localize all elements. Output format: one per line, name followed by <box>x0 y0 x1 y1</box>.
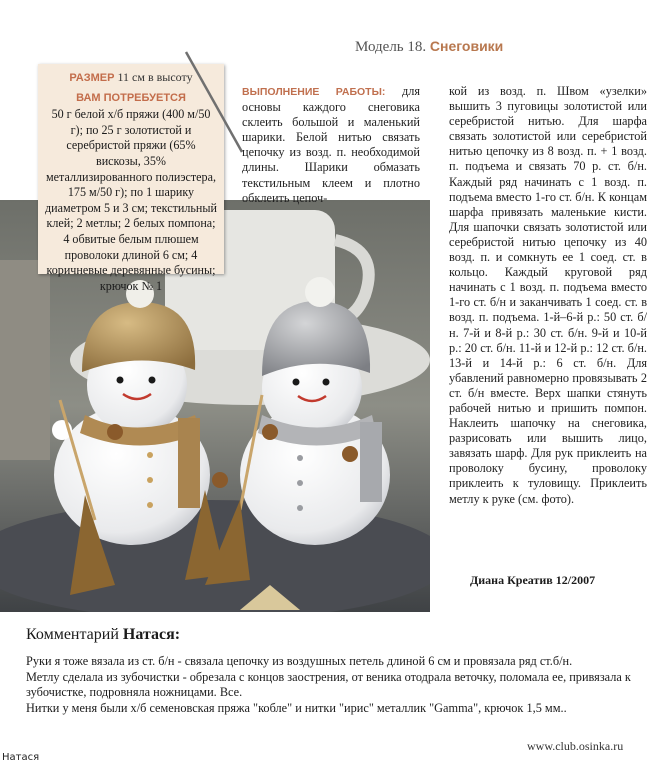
instructions-text-1: для основы каждого снеговика склеить большой и маленький шарики. Белой нитью связать цепочку из возд. п. необходимой длины. Шарики обмазать текстильным клеем и плотно обклеить цепоч- <box>242 84 420 205</box>
instructions-text-2: кой из возд. п. Швом «узелки» вышить 3 пуговицы золотистой или серебристой нитью. Для шарфа связать золотистой или серебристой нитью цепочку из 8 возд. п. + 1 возд. п. подъема и связать 70 р. ст. б/н. Каждый ряд начинать с 1 возд. п. подъема вместо 1-го ст. б/н. К концам шарфа привязать маленькие кисти. Для шапочки связать золотистой или серебристой нитью цепочку из 40 возд. п. и сомкнуть ее 1 соед. ст. в кольцо. Каждый круговой ряд начинать с 1 возд. п. подъема вместо 1-го ст. б/н и заканчивать 1 соед. ст. в возд. п. подъема. 1-й–6-й р.: 50 ст. б/н. 7-й и 8-й р.: 30 ст. б/н. 9-й и 10-й р.: 20 ст. б/н. 11-й и 12-й р.: 12 ст. б/н. 13-й и 14-й р.: 6 ст. б/н. Для убавлений равномерно провязывать 2 ст. б/н вместе. Верх шапки стянуть рабочей нитью и пришить помпон. Наклеить шапочку на снеговика, разрисовать или вышить лицо, завязать шарф. Для рук приклеить на проволоку бусину, проволоку приклеить к туловищу. Приклеить метлу к руке (см. фото). <box>449 84 647 506</box>
article-title: Снеговики <box>429 38 504 54</box>
materials-list: 50 г белой х/б пряжи (400 м/50 г); по 25 г золотистой и серебристой пряжи (65% вискозы, 35% металлизированного полиэстера, 175 м/50 г); по 1 шарику диаметром 5 и 3 см; текстильный клей; 2 метлы; 2 белых помпона; 4 обвитые белым плюшем проволоки длиной 6 см; 4 коричневые деревянные бусины; крючок № 1 <box>45 107 217 293</box>
instructions-column-1 <box>242 84 420 206</box>
comment-line: Руки я тоже вязала из ст. б/н - связала цепочку из воздушных петель длиной 6 см и провязала ряд ст.б/н. <box>26 654 573 668</box>
comment-label: Комментарий <box>26 626 119 643</box>
comment-body <box>26 654 656 716</box>
site-link[interactable]: www.club.osinka.ru <box>527 739 624 753</box>
size-value: 11 см в высоту <box>117 70 193 84</box>
source-credit: Диана Креатив 12/2007 <box>470 573 596 587</box>
crochet-hook-icon <box>180 48 250 158</box>
comment-line: Метлу сделала из зубочистки - обрезала с концов заострения, от веника отодрала веточку, поломала ее, привязала к зубочистке, подровняла ножницами. Все. <box>26 669 631 699</box>
article-header <box>355 38 503 56</box>
materials-heading: ВАМ ПОТРЕБУЕТСЯ <box>76 91 186 104</box>
size-label: РАЗМЕР <box>69 72 115 84</box>
author-signature: Натася <box>2 752 40 763</box>
instructions-column-2 <box>449 84 647 507</box>
comment-author: Натася: <box>122 626 181 643</box>
model-number: Модель 18. <box>355 39 427 55</box>
comment-line: Нитки у меня были х/б семеновская пряжа "кобле" и нитки "ирис" металлик "Gamma", крючок 1,5 мм.. <box>26 700 567 715</box>
instructions-heading: ВЫПОЛНЕНИЕ РАБОТЫ: <box>242 86 386 98</box>
comment-title <box>26 626 180 644</box>
